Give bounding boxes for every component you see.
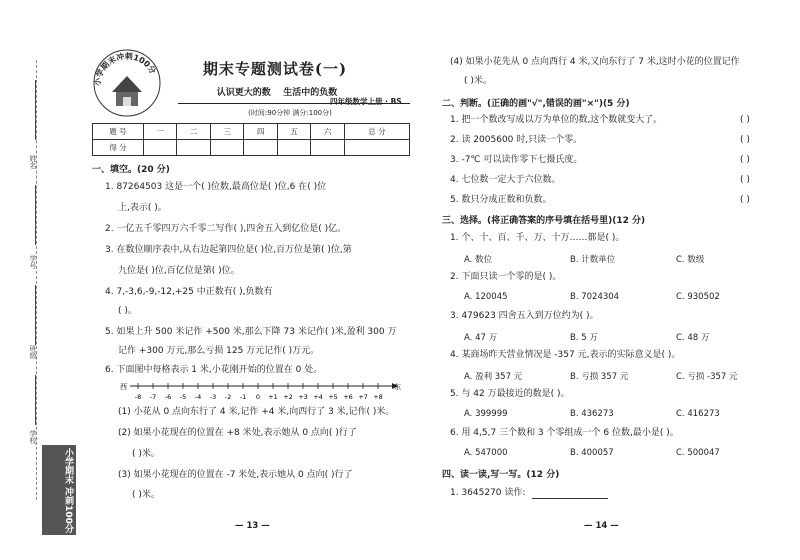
- tick-label: +8: [373, 393, 383, 401]
- tick-label: -3: [209, 393, 217, 401]
- answer-line[interactable]: [532, 498, 608, 499]
- answer-paren[interactable]: ( ): [740, 135, 750, 145]
- page-title: 期末专题测试卷(一): [202, 60, 348, 78]
- option-a[interactable]: A. 盈利 357 元: [464, 372, 523, 382]
- score-cell[interactable]: [144, 140, 177, 156]
- question-line: 上,表示( )。: [118, 203, 167, 213]
- option-a[interactable]: A. 47 万: [464, 333, 498, 343]
- section4-title: 四、读一读,写一写。(12 分): [442, 470, 560, 480]
- question-line: 记作 +300 万元,那么亏损 125 万元记作( )万元。: [118, 346, 320, 356]
- option-a[interactable]: A. 547000: [464, 448, 508, 458]
- read-write-item: 1. 3645270 读作:: [450, 488, 526, 498]
- score-cell[interactable]: [177, 140, 210, 156]
- tick-label: +4: [313, 393, 323, 401]
- page-number-right: — 14 —: [584, 521, 619, 531]
- subtitle-right: 生活中的负数: [283, 88, 338, 98]
- score-head: 二: [177, 124, 210, 140]
- binding-strip: [6, 60, 46, 530]
- name-label: 姓名: [29, 155, 37, 169]
- east-label: 东: [394, 383, 401, 391]
- time-info: (时间:90分钟 满分:100分): [248, 109, 332, 117]
- option-b[interactable]: B. 计数单位: [570, 255, 616, 265]
- choice-question: 4. 某商场昨天营业情况是 -357 元,表示的实际意义是( )。: [450, 350, 681, 360]
- score-cell[interactable]: [277, 140, 310, 156]
- choice-question: 3. 479623 四舍五入到万位约为( )。: [450, 311, 599, 321]
- choice-question: 1. 个、十、百、千、万、十万……都是( )。: [450, 233, 625, 243]
- score-head: 三: [210, 124, 243, 140]
- option-a[interactable]: A. 数位: [464, 255, 493, 265]
- tick-label: +5: [328, 393, 338, 401]
- option-b[interactable]: B. 436273: [570, 409, 614, 419]
- choice-question: 5. 与 42 万最接近的数是( )。: [450, 389, 570, 399]
- tick-label: +3: [298, 393, 308, 401]
- question-line: 九位是( )位,百亿位是第( )位。: [118, 266, 240, 276]
- option-b[interactable]: B. 400057: [570, 448, 614, 458]
- class-label: 班级: [29, 345, 37, 359]
- tick-label: +1: [268, 393, 278, 401]
- option-a[interactable]: A. 399999: [464, 409, 508, 419]
- score-header-row: [93, 124, 410, 140]
- tick-label: 0: [255, 393, 261, 401]
- question-line: 3. 在数位顺序表中,从右边起第四位是( )位,百万位是第( )位,第: [105, 245, 352, 255]
- tick-label: +6: [343, 393, 353, 401]
- judge-item: 4. 七位数一定大于六位数。: [450, 175, 561, 185]
- tick-label: -2: [224, 393, 232, 401]
- choice-question: 6. 用 4,5,7 三个数和 3 个零组成一个 6 位数,最小是( )。: [450, 428, 679, 438]
- score-head: 五: [277, 124, 310, 140]
- score-table: [92, 123, 410, 156]
- score-cell[interactable]: [210, 140, 243, 156]
- question-line: 6. 下面图中每格表示 1 米,小花刚开始的位置在 0 处。: [105, 365, 323, 375]
- tick-label: -4: [194, 393, 202, 401]
- score-head: 一: [144, 124, 177, 140]
- question-line: (4) 如果小花先从 0 点向西行 4 米,又向东行了 7 米,这时小花的位置记作: [450, 57, 740, 67]
- question-line: (1) 小花从 0 点向东行了 4 米,记作 +4 米,向西行了 3 米,记作( )米。: [118, 407, 395, 417]
- score-row-label: 得 分: [93, 140, 144, 156]
- option-a[interactable]: A. 120045: [464, 292, 508, 302]
- question-line: 1. 87264503 这是一个( )位数,最高位是( )位,6 在( )位: [105, 182, 327, 192]
- option-b[interactable]: B. 7024304: [570, 292, 620, 302]
- option-c[interactable]: C. 数级: [676, 255, 705, 265]
- question-line: ( )。: [118, 306, 137, 316]
- option-c[interactable]: C. 500047: [676, 448, 720, 458]
- id-line: [35, 185, 36, 245]
- judge-item: 5. 数只分成正数和负数。: [450, 195, 552, 205]
- subtitle-left: 认识更大的数: [216, 88, 271, 98]
- tick-label: -6: [164, 393, 172, 401]
- question-line: (3) 如果小花现在的位置在 -7 米处,表示她从 0 点向( )行了: [118, 470, 353, 480]
- class-line: [35, 285, 36, 345]
- right-page: [420, 0, 800, 560]
- number-line: [120, 380, 402, 402]
- answer-paren[interactable]: ( ): [740, 195, 750, 205]
- question-line: ( )米。: [132, 449, 160, 459]
- judge-item: 1. 把一个数改写成以万为单位的数,这个数就变大了。: [450, 115, 663, 125]
- tick-label: -1: [239, 393, 247, 401]
- answer-paren[interactable]: ( ): [740, 175, 750, 185]
- question-line: 5. 如果上升 500 米记作 +500 米,那么下降 73 米记作( )米,盈利 300 万: [105, 327, 397, 337]
- west-label: 西: [120, 383, 127, 391]
- tick-label: -8: [134, 393, 142, 401]
- logo-text: 小学期末冲刺100分: [92, 51, 158, 87]
- question-line: 4. 7,-3,6,-9,-12,+25 中正数有( ),负数有: [105, 287, 273, 297]
- option-c[interactable]: C. 48 万: [676, 333, 710, 343]
- question-line: ( )米。: [132, 490, 160, 500]
- score-head: 四: [244, 124, 277, 140]
- section1-title: 一、填空。(20 分): [92, 165, 170, 175]
- tick-label: -7: [149, 393, 157, 401]
- tick-label: -5: [179, 393, 187, 401]
- score-head: 题 号: [93, 124, 144, 140]
- house-logo-icon: [92, 48, 162, 118]
- school-label: 学校: [29, 430, 37, 444]
- choice-question: 2. 下面只读一个零的是( )。: [450, 272, 562, 282]
- option-b[interactable]: B. 5 万: [570, 333, 598, 343]
- score-head: 六: [311, 124, 344, 140]
- header-rule: [178, 103, 410, 104]
- name-line: [35, 80, 36, 140]
- answer-paren[interactable]: ( ): [740, 115, 750, 125]
- tick-label: +7: [358, 393, 368, 401]
- question-line: 2. 一亿五千零四万六千零二写作( ),四舍五入到亿位是( )亿。: [105, 224, 347, 234]
- score-value-row: [93, 140, 410, 156]
- score-head: 总 分: [344, 124, 409, 140]
- page-number-left: — 13 —: [235, 521, 270, 531]
- question-line: (2) 如果小花现在的位置在 +8 米处,表示她从 0 点向( )行了: [118, 428, 357, 438]
- option-c[interactable]: C. 930502: [676, 292, 720, 302]
- question-line: ( )米。: [464, 76, 492, 86]
- score-cell[interactable]: [311, 140, 344, 156]
- judge-item: 3. -7℃ 可以读作零下七摄氏度。: [450, 155, 583, 165]
- tick-label: +2: [283, 393, 293, 401]
- option-c[interactable]: C. 416273: [676, 409, 720, 419]
- grade-label: 四年级数学上册 · BS: [330, 97, 402, 106]
- judge-item: 2. 读 2005600 时,只读一个零。: [450, 135, 583, 145]
- option-b[interactable]: B. 亏损 357 元: [570, 372, 629, 382]
- section2-title: 二、判断。(正确的画"√",错误的画"×")(5 分): [442, 99, 630, 109]
- section3-title: 三、选择。(将正确答案的序号填在括号里)(12 分): [442, 216, 646, 226]
- id-label: 学号: [29, 255, 37, 269]
- score-cell[interactable]: [244, 140, 277, 156]
- promo-banner: 小学期末 冲刺100分: [42, 445, 76, 535]
- option-c[interactable]: C. 亏损 -357 元: [676, 372, 738, 382]
- score-cell[interactable]: [344, 140, 409, 156]
- school-line: [35, 375, 36, 425]
- answer-paren[interactable]: ( ): [740, 155, 750, 165]
